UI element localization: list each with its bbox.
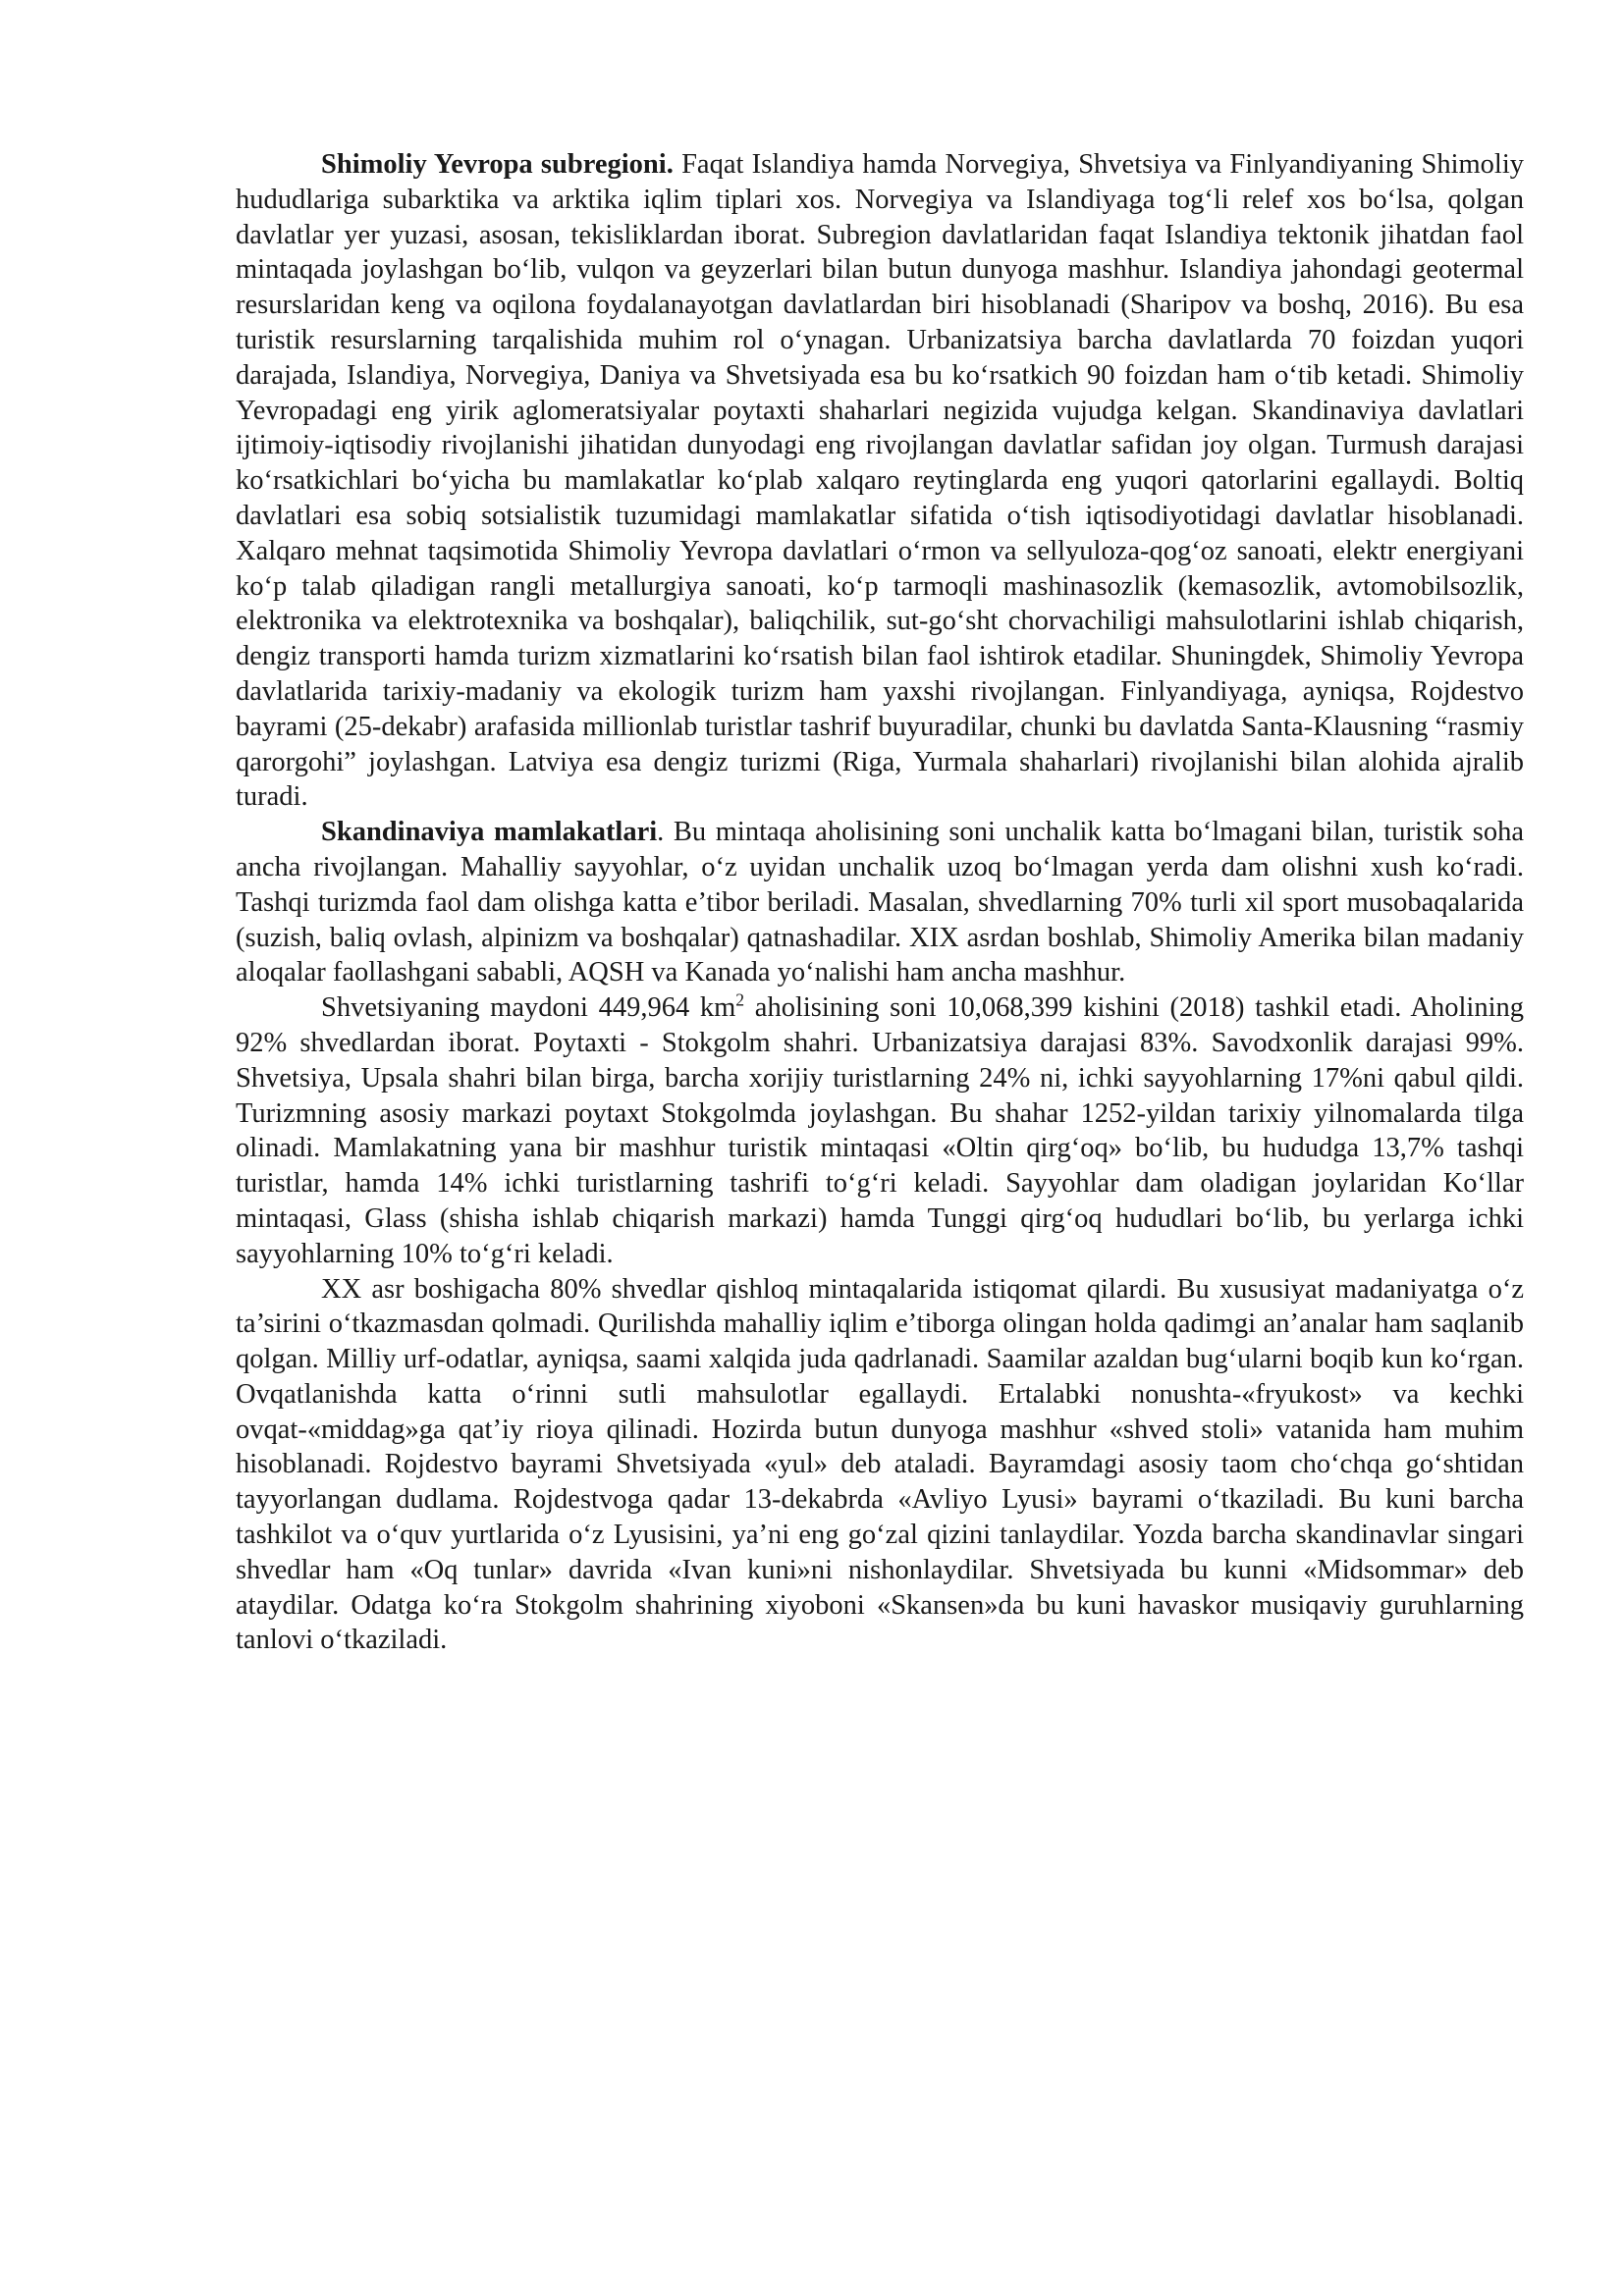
heading-northern-europe: Shimoliy Yevropa subregioni. xyxy=(321,149,674,180)
paragraph-text: Shvetsiyaning maydoni 449,964 km xyxy=(321,992,736,1024)
paragraph-text: . Bu mintaqa aholisining soni unchalik katta bo‘lmagani bilan, turistik soha ancha rivojlangan. Mahalliy sayyohlar, o‘z uyidan unchalik uzoq bo‘lmagan yerda dam olishni xush ko‘radi. Tashqi turizmda faol dam olishga katta e’tibor beriladi. Masalan, shvedlarning 70% turli xil sport musobaqalarida (suzish, baliq ovlash, alpinizm va boshqalar) qatnashadilar. XIX asrdan boshlab, Shimoliy Amerika bilan madaniy aloqalar faollashgani sababli, AQSH va Kanada yo‘nalishi ham ancha mashhur. xyxy=(236,817,1524,988)
paragraph-sweden xyxy=(236,990,1524,1271)
paragraph-northern-europe xyxy=(236,147,1524,815)
superscript-2: 2 xyxy=(735,989,745,1010)
paragraph-text: XX asr boshigacha 80% shvedlar qishloq mintaqalarida istiqomat qilardi. Bu xususiyat madaniyatga o‘z ta’sirini o‘tkazmasdan qolmadi. Qurilishda mahalliy iqlim e’tiborga olingan holda qadimgi an’analar ham saqlanib qolgan. Milliy urf-odatlar, ayniqsa, saami xalqida juda qadrlanadi. Saamilar azaldan bug‘ularni boqib kun ko‘rgan. Ovqatlanishda katta o‘rinni sutli mahsulotlar egallaydi. Ertalabki nonushta-«fryukost» va kechki ovqat-«middag»ga qat’iy rioya qilinadi. Hozirda butun dunyoga mashhur «shved stoli» vatanida ham muhim hisoblanadi. Rojdestvo bayrami Shvetsiyada «yul» deb ataladi. Bayramdagi asosiy taom cho‘chqa go‘shtidan tayyorlangan dudlama. Rojdestvoga qadar 13-dekabrda «Avliyo Lyusi» bayrami o‘tkaziladi. Bu kuni barcha tashkilot va o‘quv yurtlarida o‘z Lyusisini, ya’ni eng go‘zal qizini tanlaydilar. Yozda barcha skandinavlar singari shvedlar ham «Oq tunlar» davrida «Ivan kuni»ni nishonlaydilar. Shvetsiyada bu kunni «Midsommar» deb ataydilar. Odatga ko‘ra Stokgolm shahrining xiyoboni «Skansen»da bu kuni havaskor musiqaviy guruhlarning tanlovi o‘tkaziladi. xyxy=(236,1273,1524,1656)
paragraph-text: Faqat Islandiya hamda Norvegiya, Shvetsiya va Finlyandiyaning Shimoliy hududlariga subarktika va arktika iqlim tiplari xos. Norvegiya va Islandiyaga tog‘li relef xos bo‘lsa, qolgan davlatlar yer yuzasi, asosan, tekisliklardan iborat. Subregion davlatlaridan faqat Islandiya tektonik jihatdan faol mintaqada joylashgan bo‘lib, vulqon va geyzerlari bilan butun dunyoga mashhur. Islandiya jahondagi geotermal resurslaridan keng va oqilona foydalanayotgan davlatlardan biri hisoblanadi (Sharipov va boshq, 2016). Bu esa turistik resurslarning tarqalishida muhim rol o‘ynagan. Urbanizatsiya barcha davlatlarda 70 foizdan yuqori darajada, Islandiya, Norvegiya, Daniya va Shvetsiyada esa bu ko‘rsatkich 90 foizdan ham o‘tib ketadi. Shimoliy Yevropadagi eng yirik aglomeratsiyalar poytaxti shaharlari negizida vujudga kelgan. Skandinaviya davlatlari ijtimoiy-iqtisodiy rivojlanishi jihatidan dunyodagi eng rivojlangan davlatlar safidan joy olgan. Turmush darajasi ko‘rsatkichlari bo‘yicha bu mamlakatlar ko‘plab xalqaro reytinglarda eng yuqori qatorlarini egallaydi. Boltiq davlatlari esa sobiq sotsialistik tuzumidagi mamlakatlar sifatida o‘tish iqtisodiyotidagi davlatlar hisoblanadi. Xalqaro mehnat taqsimotida Shimoliy Yevropa davlatlari o‘rmon va sellyuloza-qog‘oz sanoati, elektr energiyani ko‘p talab qiladigan rangli metallurgiya sanoati, ko‘p tarmoqli mashinasozlik (kemasozlik, avtomobilsozlik, elektronika va elektrotexnika va boshqalar), baliqchilik, sut-go‘sht chorvachiligi mahsulotlarini ishlab chiqarish, dengiz transporti hamda turizm xizmatlarini ko‘rsatish bilan faol ishtirok etadilar. Shuningdek, Shimoliy Yevropa davlatlarida tarixiy-madaniy va ekologik turizm ham yaxshi rivojlangan. Finlyandiyaga, ayniqsa, Rojdestvo bayrami (25-dekabr) arafasida millionlab turistlar tashrif buyuradilar, chunki bu davlatda Santa-Klausning “rasmiy qarorgohi” joylashgan. Latviya esa dengiz turizmi (Riga, Yurmala shaharlari) rivojlanishi bilan alohida ajralib turadi. xyxy=(236,149,1524,813)
document-page xyxy=(236,147,1524,1658)
paragraph-swedish-culture xyxy=(236,1272,1524,1659)
paragraph-scandinavia xyxy=(236,815,1524,990)
paragraph-text: aholisining soni 10,068,399 kishini (2018) tashkil etadi. Aholining 92% shvedlardan iborat. Poytaxti - Stokgolm shahri. Urbanizatsiya darajasi 83%. Savodxonlik darajasi 99%. Shvetsiya, Upsala shahri bilan birga, barcha xorijiy turistlarning 24% ni, ichki sayyohlarning 17%ni qabul qildi. Turizmning asosiy markazi poytaxt Stokgolmda joylashgan. Bu shahar 1252-yildan tarixiy yilnomalarda tilga olinadi. Mamlakatning yana bir mashhur turistik mintaqasi «Oltin qirg‘oq» bo‘lib, bu hududga 13,7% tashqi turistlar, hamda 14% ichki turistlarning tashrifi to‘g‘ri keladi. Sayyohlar dam oladigan joylaridan Ko‘llar mintaqasi, Glass (shisha ishlab chiqarish markazi) hamda Tunggi qirg‘oq hududlari bo‘lib, bu yerlarga ichki sayyohlarning 10% to‘g‘ri keladi. xyxy=(236,992,1524,1269)
heading-scandinavia: Skandinaviya mamlakatlari xyxy=(321,817,658,848)
